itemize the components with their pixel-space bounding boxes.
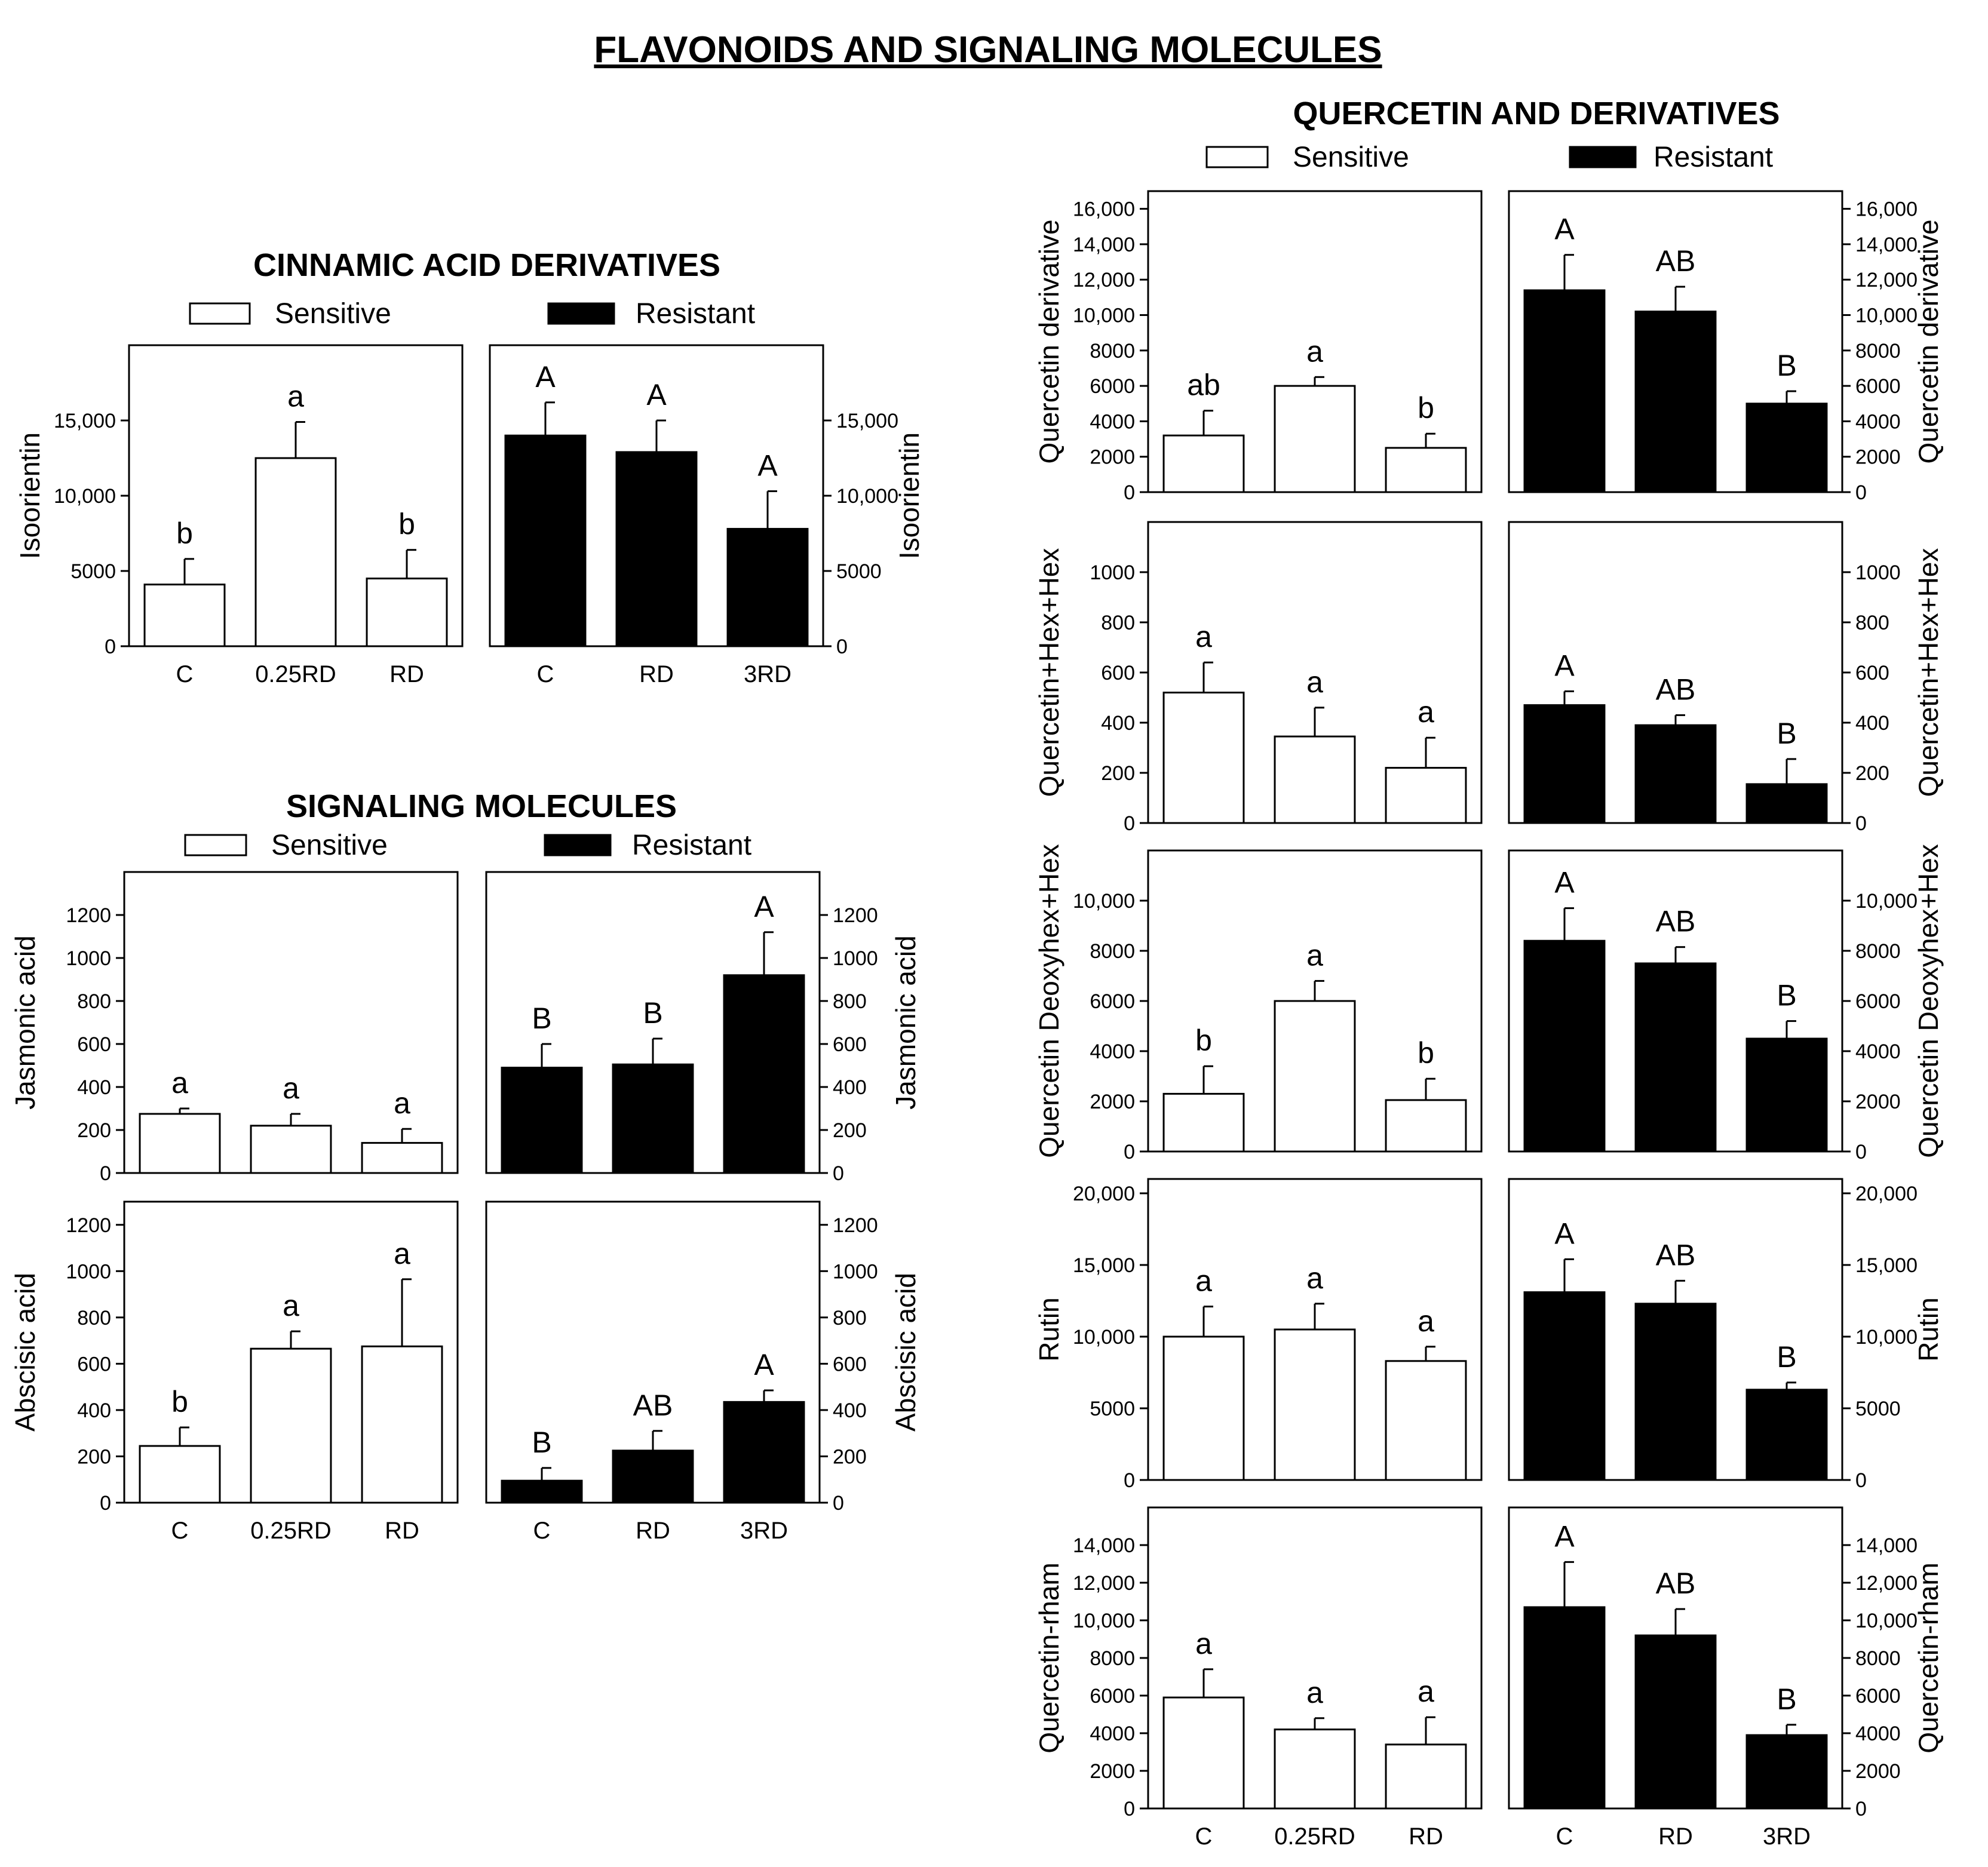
- y-tick-label: 0: [1124, 1141, 1135, 1163]
- y-tick-label: 2000: [1090, 1091, 1135, 1113]
- y-tick-label: 200: [1855, 762, 1889, 785]
- category-label: 3RD: [740, 1518, 789, 1544]
- bar: [1164, 1094, 1244, 1151]
- y-tick-label: 6000: [1090, 1685, 1135, 1708]
- significance-letter: A: [757, 449, 778, 483]
- category-label: C: [171, 1518, 189, 1544]
- category-label: 0.25RD: [250, 1518, 332, 1544]
- y-tick-label: 8000: [1090, 1647, 1135, 1670]
- panel-sensitive: [1033, 1507, 1481, 1850]
- y-tick-label: 0: [1855, 481, 1867, 504]
- y-tick-label: 0: [1855, 1141, 1867, 1163]
- significance-letter: B: [1777, 716, 1797, 750]
- y-axis-label: Quercetin Deoxyhex+Hex: [1913, 844, 1944, 1158]
- bar: [1275, 1730, 1355, 1808]
- bar: [724, 1402, 804, 1503]
- bar: [613, 1451, 693, 1503]
- significance-letter: AB: [1655, 904, 1696, 938]
- significance-letter: a: [1195, 1264, 1212, 1298]
- significance-letter: a: [1306, 1675, 1323, 1709]
- y-tick-label: 400: [833, 1076, 867, 1099]
- bar: [1636, 1635, 1716, 1808]
- bar: [724, 975, 804, 1173]
- y-tick-label: 200: [77, 1445, 111, 1469]
- bar: [613, 1064, 693, 1173]
- significance-letter: ab: [1187, 368, 1220, 402]
- significance-letter: a: [1418, 1304, 1434, 1338]
- category-label: RD: [1658, 1823, 1693, 1850]
- bar: [1386, 768, 1466, 823]
- y-axis-label: Jasmonic acid: [890, 935, 921, 1110]
- bar: [616, 452, 697, 646]
- bar: [251, 1126, 331, 1173]
- significance-letter: a: [1306, 334, 1323, 369]
- significance-letter: a: [1195, 1626, 1212, 1660]
- y-tick-label: 6000: [1090, 990, 1135, 1013]
- significance-letter: a: [1418, 1675, 1434, 1709]
- panel-sensitive: [1033, 522, 1481, 835]
- significance-letter: B: [1777, 349, 1797, 383]
- bar: [1275, 736, 1355, 823]
- charts: [10, 191, 1944, 1850]
- y-tick-label: 15,000: [54, 410, 116, 432]
- chart-7: [1033, 1507, 1944, 1850]
- y-tick-label: 800: [77, 1306, 111, 1329]
- significance-letter: b: [1418, 391, 1434, 425]
- y-tick-label: 8000: [1090, 339, 1135, 363]
- legend-label-resistant: Resistant: [1653, 142, 1774, 173]
- bar: [1636, 725, 1716, 823]
- panel-resistant: [1509, 844, 1944, 1163]
- significance-letter: b: [398, 507, 415, 541]
- y-tick-label: 600: [833, 1033, 867, 1056]
- y-tick-label: 4000: [1090, 1722, 1135, 1745]
- bar: [1524, 1607, 1604, 1808]
- bar: [502, 1068, 582, 1173]
- y-axis-label: Quercetin+Hex+Hex: [1913, 548, 1944, 797]
- y-tick-label: 1000: [66, 1260, 111, 1283]
- y-tick-label: 14,000: [1855, 233, 1918, 256]
- significance-letter: B: [532, 1425, 552, 1459]
- y-tick-label: 10,000: [836, 485, 898, 508]
- y-tick-label: 200: [833, 1445, 867, 1469]
- y-tick-label: 2000: [1855, 446, 1901, 469]
- y-axis-label: Jasmonic acid: [10, 935, 41, 1110]
- y-tick-label: 5000: [70, 560, 116, 583]
- y-tick-label: 600: [833, 1353, 867, 1376]
- legend-label-sensitive: Sensitive: [1293, 142, 1409, 173]
- category-label: C: [1195, 1823, 1213, 1850]
- y-axis-label: Abscisic acid: [890, 1273, 921, 1432]
- bar: [1524, 941, 1604, 1151]
- y-tick-label: 6000: [1855, 375, 1901, 398]
- bar: [140, 1114, 220, 1173]
- y-tick-label: 14,000: [1855, 1534, 1918, 1557]
- significance-letter: AB: [1655, 1238, 1696, 1272]
- category-label: C: [176, 661, 194, 687]
- y-axis-label: Abscisic acid: [10, 1273, 41, 1432]
- y-tick-label: 600: [77, 1033, 111, 1056]
- y-axis-label: Quercetin derivative: [1033, 219, 1064, 464]
- category-label: C: [536, 661, 554, 687]
- y-tick-label: 10,000: [1855, 1326, 1918, 1349]
- significance-letter: a: [1306, 938, 1323, 972]
- chart-4: [1033, 522, 1944, 835]
- legend-swatch-sensitive: [185, 835, 246, 855]
- significance-letter: a: [394, 1236, 410, 1270]
- y-tick-label: 10,000: [1073, 890, 1135, 913]
- y-axis-label: Quercetin Deoxyhex+Hex: [1033, 844, 1064, 1158]
- y-tick-label: 0: [1855, 812, 1867, 835]
- category-label: 0.25RD: [255, 661, 336, 687]
- y-tick-label: 5000: [1090, 1398, 1135, 1420]
- y-tick-label: 12,000: [1855, 269, 1918, 292]
- bar: [1747, 1039, 1827, 1151]
- y-tick-label: 4000: [1090, 410, 1135, 434]
- bar: [140, 1446, 220, 1503]
- y-tick-label: 800: [833, 990, 867, 1013]
- y-tick-label: 1000: [833, 1260, 878, 1283]
- y-tick-label: 10,000: [1855, 890, 1918, 913]
- chart-6: [1033, 1179, 1944, 1492]
- y-tick-label: 10,000: [1073, 304, 1135, 327]
- y-axis-label: Quercetin-rham: [1913, 1562, 1944, 1754]
- category-label: 3RD: [1762, 1823, 1811, 1850]
- bar: [1524, 705, 1604, 823]
- bar: [145, 585, 225, 646]
- bar: [1386, 448, 1466, 492]
- bar: [1275, 1329, 1355, 1480]
- y-tick-label: 400: [833, 1399, 867, 1422]
- y-tick-label: 8000: [1090, 940, 1135, 963]
- chart-3: [1033, 191, 1944, 504]
- y-axis-label: Isoorientin: [894, 432, 925, 560]
- bar: [256, 458, 336, 646]
- y-tick-label: 400: [1101, 712, 1135, 735]
- y-tick-label: 200: [833, 1119, 867, 1142]
- legend-swatch-sensitive: [1207, 147, 1268, 167]
- bar: [1164, 435, 1244, 492]
- y-tick-label: 2000: [1855, 1091, 1901, 1113]
- y-tick-label: 0: [836, 635, 848, 658]
- y-tick-label: 1200: [833, 904, 878, 927]
- bar: [362, 1143, 442, 1173]
- y-axis-label: Quercetin+Hex+Hex: [1033, 548, 1064, 797]
- significance-letter: b: [176, 516, 193, 550]
- bar: [1164, 1697, 1244, 1808]
- y-tick-label: 400: [77, 1399, 111, 1422]
- y-tick-label: 2000: [1090, 1760, 1135, 1783]
- section-title-signaling: SIGNALING MOLECULES: [286, 788, 677, 824]
- category-label: RD: [385, 1518, 419, 1544]
- section-title-quercetin: QUERCETIN AND DERIVATIVES: [1293, 96, 1780, 131]
- y-tick-label: 0: [1855, 1798, 1867, 1820]
- y-tick-label: 0: [100, 1162, 111, 1185]
- y-tick-label: 6000: [1855, 1685, 1901, 1708]
- legend-swatch-resistant: [548, 303, 614, 324]
- chart-5: [1033, 844, 1944, 1163]
- significance-letter: B: [1777, 1340, 1797, 1374]
- legend-swatch-resistant: [1570, 147, 1636, 167]
- y-tick-label: 8000: [1855, 940, 1901, 963]
- chart-0: [14, 345, 925, 687]
- panel-sensitive: [14, 345, 462, 687]
- panel-resistant: [490, 345, 925, 687]
- y-tick-label: 10,000: [1855, 304, 1918, 327]
- y-tick-label: 15,000: [1073, 1254, 1135, 1277]
- significance-letter: AB: [1655, 673, 1696, 707]
- y-axis-label: Isoorientin: [14, 432, 45, 560]
- significance-letter: A: [754, 1347, 774, 1381]
- bar: [367, 579, 447, 646]
- legend-label-resistant: Resistant: [636, 298, 756, 330]
- y-tick-label: 800: [1101, 612, 1135, 634]
- y-tick-label: 0: [1124, 1798, 1135, 1820]
- panel-resistant: [1509, 1507, 1944, 1850]
- panel-sensitive: [10, 872, 458, 1185]
- chart-1: [10, 872, 921, 1185]
- significance-letter: a: [1418, 695, 1434, 729]
- panel-resistant: [1509, 522, 1944, 835]
- significance-letter: A: [1554, 1217, 1575, 1251]
- panel-resistant: [486, 872, 921, 1185]
- bar: [1636, 312, 1716, 492]
- significance-letter: B: [1777, 978, 1797, 1012]
- bar: [1747, 784, 1827, 823]
- y-tick-label: 800: [833, 1306, 867, 1329]
- y-tick-label: 600: [77, 1353, 111, 1376]
- significance-letter: a: [171, 1066, 188, 1100]
- y-tick-label: 1000: [66, 947, 111, 970]
- y-tick-label: 4000: [1855, 1722, 1901, 1745]
- y-tick-label: 0: [105, 635, 116, 658]
- category-label: RD: [1409, 1823, 1443, 1850]
- bar: [1386, 1361, 1466, 1480]
- y-tick-label: 6000: [1090, 375, 1135, 398]
- category-label: RD: [636, 1518, 670, 1544]
- legend-swatch-resistant: [545, 835, 610, 855]
- y-tick-label: 4000: [1855, 410, 1901, 434]
- significance-letter: a: [287, 379, 304, 413]
- legend-swatch-sensitive: [190, 303, 250, 324]
- significance-letter: A: [1554, 212, 1575, 246]
- bar: [1275, 386, 1355, 492]
- y-tick-label: 4000: [1855, 1040, 1901, 1063]
- panel-sensitive: [1033, 1179, 1481, 1492]
- y-tick-label: 1000: [833, 947, 878, 970]
- category-label: RD: [389, 661, 424, 687]
- y-tick-label: 12,000: [1855, 1572, 1918, 1595]
- bar: [1164, 1337, 1244, 1480]
- y-axis-label: Rutin: [1913, 1297, 1944, 1362]
- significance-letter: A: [1554, 865, 1575, 899]
- significance-letter: a: [283, 1289, 299, 1323]
- legend-quercetin: [1207, 142, 1773, 173]
- bar: [1747, 1735, 1827, 1808]
- significance-letter: B: [1777, 1682, 1797, 1716]
- significance-letter: AB: [1655, 244, 1696, 278]
- y-tick-label: 10,000: [54, 485, 116, 508]
- bar: [1386, 1745, 1466, 1808]
- significance-letter: a: [1306, 1261, 1323, 1295]
- bar: [1636, 963, 1716, 1151]
- significance-letter: B: [643, 996, 663, 1030]
- y-tick-label: 15,000: [1855, 1254, 1918, 1277]
- significance-letter: AB: [633, 1388, 673, 1422]
- figure-title: FLAVONOIDS AND SIGNALING MOLECULES: [594, 29, 1382, 70]
- panel-resistant: [1509, 1179, 1944, 1492]
- y-tick-label: 600: [1101, 662, 1135, 684]
- y-tick-label: 400: [1855, 712, 1889, 735]
- bar: [1524, 290, 1604, 492]
- significance-letter: A: [1554, 1519, 1575, 1553]
- significance-letter: B: [532, 1002, 552, 1035]
- y-tick-label: 0: [1124, 812, 1135, 835]
- y-tick-label: 0: [1124, 481, 1135, 504]
- significance-letter: b: [1195, 1024, 1212, 1058]
- y-tick-label: 2000: [1855, 1760, 1901, 1783]
- significance-letter: a: [1306, 665, 1323, 699]
- y-tick-label: 14,000: [1073, 1534, 1135, 1557]
- y-tick-label: 10,000: [1073, 1610, 1135, 1632]
- y-tick-label: 6000: [1855, 990, 1901, 1013]
- bar: [1386, 1100, 1466, 1151]
- legend-signaling: [185, 830, 751, 861]
- bar: [1747, 404, 1827, 492]
- y-tick-label: 1000: [1855, 561, 1901, 584]
- panel-sensitive: [1033, 844, 1481, 1163]
- y-tick-label: 5000: [836, 560, 882, 583]
- y-tick-label: 0: [1855, 1469, 1867, 1492]
- y-tick-label: 15,000: [836, 410, 898, 432]
- y-tick-label: 20,000: [1073, 1183, 1135, 1205]
- bar: [1164, 693, 1244, 823]
- panel-resistant: [486, 1202, 921, 1544]
- bar: [1275, 1001, 1355, 1151]
- y-tick-label: 10,000: [1855, 1610, 1918, 1632]
- y-tick-label: 14,000: [1073, 233, 1135, 256]
- bar: [1747, 1390, 1827, 1480]
- y-tick-label: 600: [1855, 662, 1889, 684]
- significance-letter: A: [535, 360, 556, 394]
- category-label: C: [1556, 1823, 1573, 1850]
- y-tick-label: 12,000: [1073, 1572, 1135, 1595]
- significance-letter: b: [1418, 1036, 1434, 1070]
- category-label: RD: [639, 661, 674, 687]
- panel-sensitive: [10, 1202, 458, 1544]
- y-tick-label: 800: [77, 990, 111, 1013]
- significance-letter: A: [1554, 649, 1575, 683]
- significance-letter: b: [171, 1385, 188, 1418]
- y-tick-label: 20,000: [1855, 1183, 1918, 1205]
- y-tick-label: 0: [833, 1162, 844, 1185]
- y-tick-label: 4000: [1090, 1040, 1135, 1063]
- y-tick-label: 0: [833, 1492, 844, 1515]
- y-axis-label: Quercetin-rham: [1033, 1562, 1064, 1754]
- bar: [502, 1481, 582, 1503]
- legend-label-sensitive: Sensitive: [275, 298, 391, 330]
- y-tick-label: 8000: [1855, 1647, 1901, 1670]
- significance-letter: A: [646, 378, 667, 412]
- y-tick-label: 2000: [1090, 446, 1135, 469]
- y-tick-label: 200: [77, 1119, 111, 1142]
- bar: [728, 529, 808, 646]
- panel-resistant: [1509, 191, 1944, 504]
- y-tick-label: 1000: [1090, 561, 1135, 584]
- significance-letter: AB: [1655, 1567, 1696, 1601]
- y-tick-label: 16,000: [1073, 198, 1135, 221]
- y-tick-label: 16,000: [1855, 198, 1918, 221]
- category-label: C: [533, 1518, 551, 1544]
- y-tick-label: 5000: [1855, 1398, 1901, 1420]
- chart-2: [10, 1202, 921, 1544]
- bar: [251, 1349, 331, 1503]
- y-tick-label: 10,000: [1073, 1326, 1135, 1349]
- category-label: 3RD: [743, 661, 792, 687]
- section-title-cinnamic: CINNAMIC ACID DERIVATIVES: [253, 247, 721, 283]
- significance-letter: A: [754, 889, 774, 923]
- significance-letter: a: [394, 1086, 410, 1120]
- y-axis-label: Rutin: [1033, 1297, 1064, 1362]
- significance-letter: a: [283, 1071, 299, 1105]
- y-tick-label: 0: [1124, 1469, 1135, 1492]
- bar: [1636, 1304, 1716, 1480]
- legend-label-sensitive: Sensitive: [271, 830, 388, 861]
- y-tick-label: 400: [77, 1076, 111, 1099]
- bar: [362, 1346, 442, 1503]
- category-label: 0.25RD: [1274, 1823, 1355, 1850]
- panel-sensitive: [1033, 191, 1481, 504]
- y-tick-label: 0: [100, 1492, 111, 1515]
- y-tick-label: 200: [1101, 762, 1135, 785]
- legend-cinnamic: [190, 298, 755, 330]
- y-tick-label: 800: [1855, 612, 1889, 634]
- y-axis-label: Quercetin derivative: [1913, 219, 1944, 464]
- bar: [505, 435, 585, 646]
- bar: [1524, 1292, 1604, 1480]
- y-tick-label: 12,000: [1073, 269, 1135, 292]
- y-tick-label: 1200: [833, 1214, 878, 1237]
- y-tick-label: 8000: [1855, 339, 1901, 363]
- y-tick-label: 1200: [66, 1214, 111, 1237]
- legend-label-resistant: Resistant: [632, 830, 752, 861]
- significance-letter: a: [1195, 620, 1212, 654]
- y-tick-label: 1200: [66, 904, 111, 927]
